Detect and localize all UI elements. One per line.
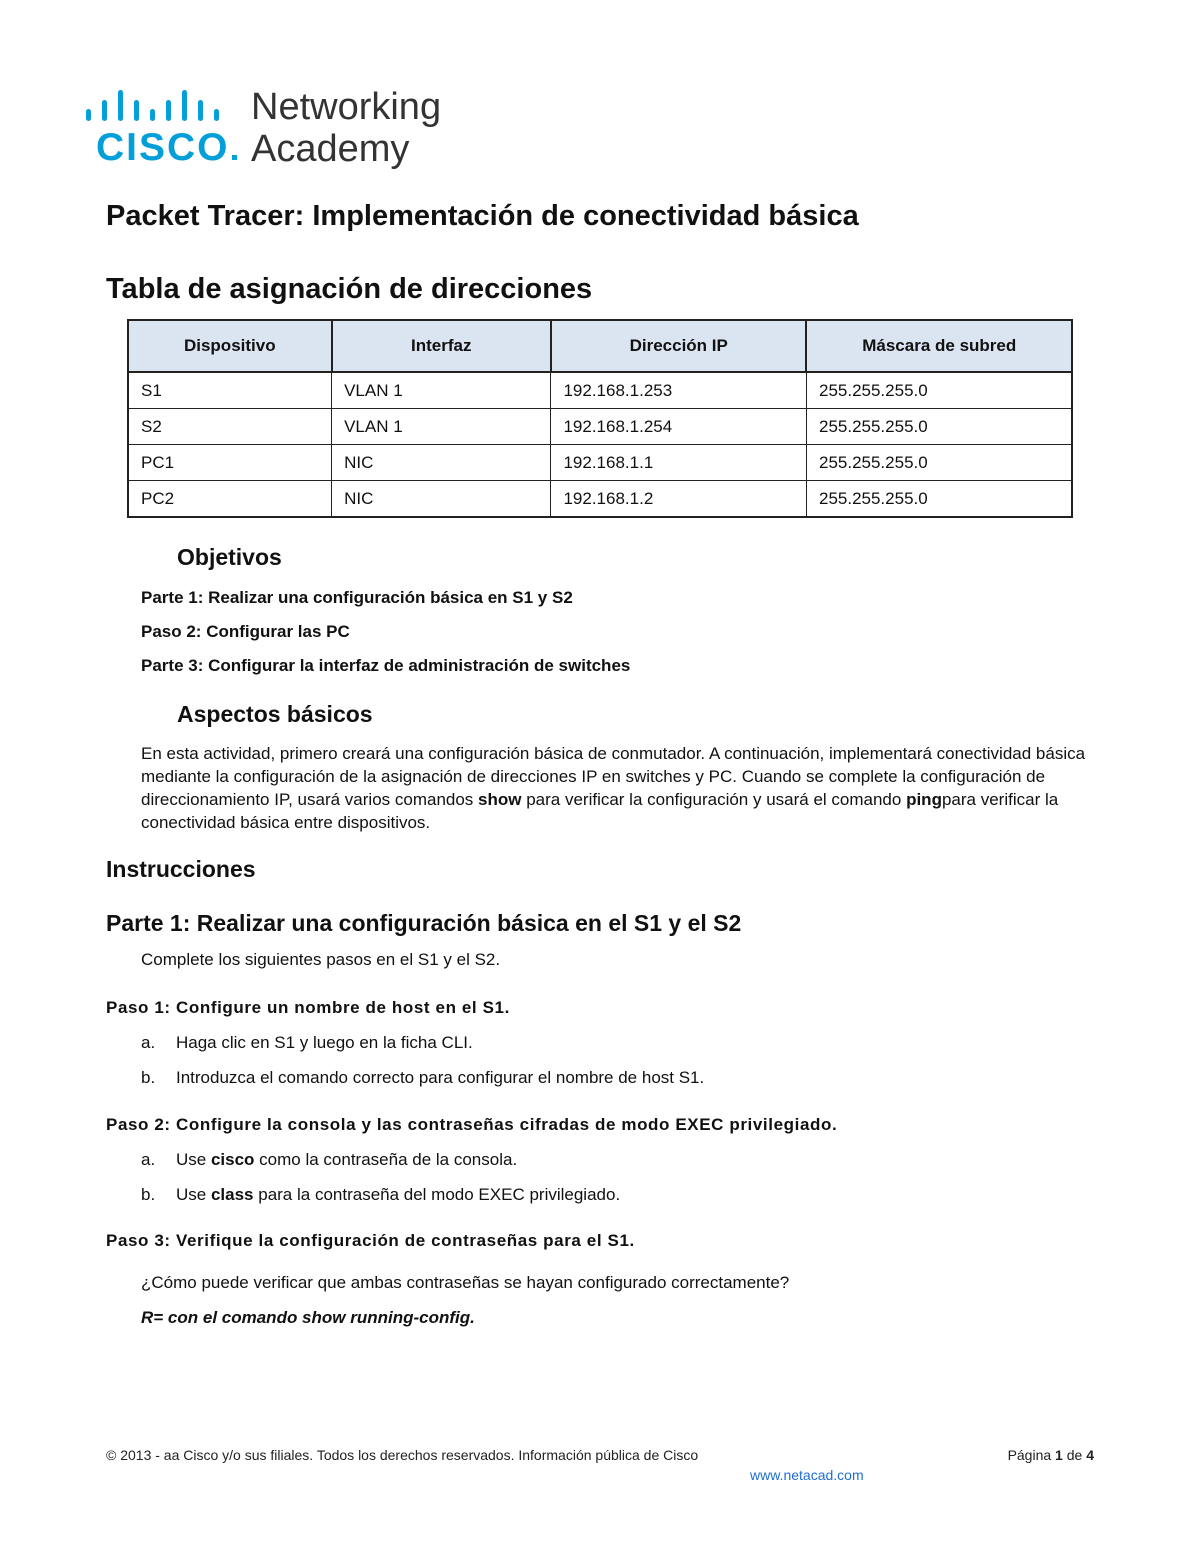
part1-heading: Parte 1: Realizar una configuración básica en el S1 y el S2	[106, 910, 742, 936]
instructions-heading: Instrucciones	[106, 856, 256, 882]
list-item: b. Introduzca el comando correcto para configurar el nombre de host S1.	[141, 1068, 705, 1087]
background-paragraph: En esta actividad, primero creará una configuración básica de conmutador. A continuación, implementará conectividad básica mediante la configuración de la asignación de direcciones IP en switches y PC. Cuando se complete la configuración de direccionamiento IP, usará varios comandos show para verificar la configuración y usará el comando pingpara verificar la conectividad básica entre dispositivos.	[141, 744, 1086, 832]
answer-text: R= con el comando show running-config.	[141, 1308, 475, 1327]
command-show: show	[478, 790, 522, 809]
logo-line-networking: Networking	[251, 86, 442, 128]
table-row	[128, 481, 1072, 518]
step3-heading: Paso 3: Verifique la configuración de contraseñas para el S1.	[106, 1231, 635, 1250]
footer-link-netacad[interactable]: www.netacad.com	[750, 1467, 864, 1483]
logo-line-academy: Academy	[251, 128, 410, 170]
table-cell: 255.255.255.0	[806, 481, 1072, 518]
part1-intro: Complete los siguientes pasos en el S1 y el S2.	[141, 950, 501, 969]
question-text: ¿Cómo puede verificar que ambas contraseñas se hayan configurado correctamente?	[141, 1273, 790, 1292]
document-title: Packet Tracer: Implementación de conectividad básica	[106, 200, 859, 232]
cisco-networking-academy-logo	[84, 88, 484, 183]
table-cell: NIC	[332, 445, 551, 481]
table-cell: S1	[128, 372, 332, 409]
cisco-bridge-bars-icon	[84, 88, 234, 128]
networking-academy-wordmark	[251, 86, 441, 170]
list-item: b. Use class para la contraseña del modo EXEC privilegiado.	[141, 1185, 621, 1204]
column-header: Dirección IP	[551, 320, 807, 372]
step2-heading: Paso 2: Configure la consola y las contraseñas cifradas de modo EXEC privilegiado.	[106, 1115, 838, 1134]
cisco-wordmark: CISCO	[96, 126, 237, 170]
step1-heading: Paso 1: Configure un nombre de host en el S1.	[106, 998, 510, 1017]
column-header: Dispositivo	[128, 320, 332, 372]
table-cell: PC1	[128, 445, 332, 481]
column-header: Interfaz	[332, 320, 551, 372]
table-cell: 255.255.255.0	[806, 409, 1072, 445]
background-heading: Aspectos básicos	[177, 701, 373, 727]
addressing-table	[127, 319, 1073, 518]
table-cell: 255.255.255.0	[806, 445, 1072, 481]
table-cell: VLAN 1	[332, 409, 551, 445]
table-header-row	[128, 320, 1072, 372]
list-item: a. Haga clic en S1 y luego en la ficha CLI.	[141, 1033, 473, 1052]
objectives-heading: Objetivos	[177, 544, 282, 570]
table-cell: NIC	[332, 481, 551, 518]
objective-item: Parte 3: Configurar la interfaz de administración de switches	[141, 656, 631, 675]
table-cell: S2	[128, 409, 332, 445]
table-cell: 192.168.1.253	[551, 372, 807, 409]
footer-copyright: © 2013 - aa Cisco y/o sus filiales. Todos los derechos reservados. Información pública de Cisco	[106, 1447, 699, 1463]
column-header: Máscara de subred	[806, 320, 1072, 372]
table-cell: PC2	[128, 481, 332, 518]
objective-item: Parte 1: Realizar una configuración básica en S1 y S2	[141, 588, 573, 607]
command-ping: ping	[906, 790, 942, 809]
table-cell: 255.255.255.0	[806, 372, 1072, 409]
table-cell: 192.168.1.1	[551, 445, 807, 481]
objective-item: Paso 2: Configurar las PC	[141, 622, 350, 641]
table-cell: 192.168.1.254	[551, 409, 807, 445]
table-row	[128, 409, 1072, 445]
list-item: a. Use cisco como la contraseña de la consola.	[141, 1150, 518, 1169]
addressing-table-heading: Tabla de asignación de direcciones	[106, 273, 593, 305]
table-cell: 192.168.1.2	[551, 481, 807, 518]
page-number: Página 1 de 4	[1007, 1447, 1094, 1463]
table-cell: VLAN 1	[332, 372, 551, 409]
table-row	[128, 372, 1072, 409]
table-row	[128, 445, 1072, 481]
